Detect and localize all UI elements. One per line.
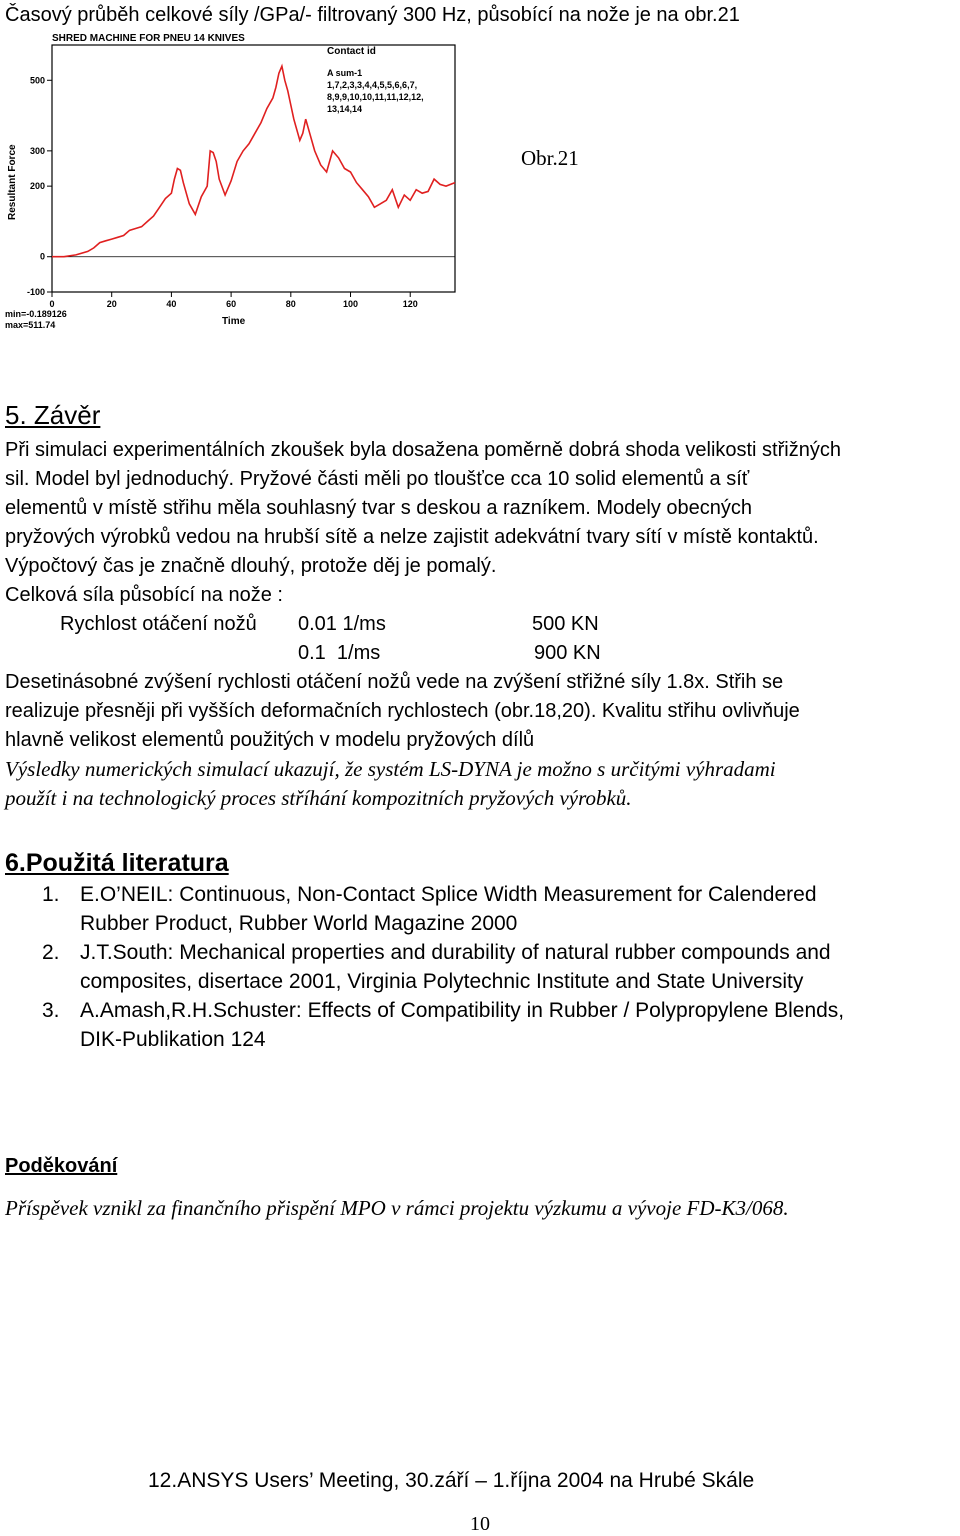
ref-line: composites, disertace 2001, Virginia Polytechnic Institute and State University [80, 970, 804, 993]
chart-ylabel: Resultant Force [7, 144, 18, 220]
paragraph-line: hlavně velikost elementů použitých v modelu pryžových dílů [5, 729, 535, 751]
legend-line-1: A sum-1 [327, 68, 363, 78]
y-tick-label: -100 [26, 287, 45, 297]
chart-xlabel: Time [222, 316, 246, 327]
paragraph-line: Výpočtový čas je značně dlouhý, protože děj je pomalý. [5, 555, 497, 577]
x-tick-label: 60 [226, 299, 237, 309]
conclusion-italic-line: Výsledky numerických simulací ukazují, že systém LS-DYNA je možno s určitými výhradami [5, 757, 776, 781]
section-5-heading: 5. Závěr [5, 400, 101, 430]
ref-line: E.O’NEIL: Continuous, Non-Contact Splice Width Measurement for Calendered [80, 883, 817, 906]
section-6-heading: 6.Použitá literatura [5, 849, 229, 877]
acknowledgement-text: Příspěvek vznikl za finančního přispění MPO v rámci projektu výzkumu a vývoje FD-K3/068. [5, 1196, 789, 1220]
ref-line: DIK-Publikation 124 [80, 1028, 266, 1051]
ref-number: 2. [42, 941, 60, 964]
speed-value-2: 0.1 1/ms [298, 642, 381, 664]
force-value-1: 500 KN [532, 613, 599, 635]
footer-event: 12.ANSYS Users’ Meeting, 30.září – 1.října 2004 na Hrubé Skále [148, 1469, 755, 1492]
speed-label: Rychlost otáčení nožů [60, 613, 257, 635]
ref-number: 1. [42, 883, 60, 906]
y-tick-label: 300 [29, 145, 45, 156]
x-tick-label: 20 [106, 299, 117, 309]
ref-line: A.Amash,R.H.Schuster: Effects of Compatibility in Rubber / Polypropylene Blends, [80, 999, 845, 1022]
y-tick-label: 200 [29, 181, 45, 192]
legend-title: Contact id [327, 46, 376, 57]
acknowledgement-heading: Poděkování [5, 1155, 118, 1177]
figure-label: Obr.21 [521, 146, 579, 170]
ref-number: 3. [42, 999, 60, 1022]
force-value-2: 900 KN [534, 642, 601, 664]
x-tick-label: 120 [402, 299, 418, 309]
legend-line-3: 8,9,9,10,10,11,11,12,12, [327, 92, 424, 102]
paragraph-line: sil. Model byl jednoduchý. Pryžové části měli po tloušťce cca 10 solid elementů a síť [5, 468, 750, 490]
x-tick-label: 80 [285, 299, 296, 309]
legend-line-4: 13,14,14 [327, 104, 363, 114]
speed-value-1: 0.01 1/ms [298, 613, 386, 635]
paragraph-line: Celková síla působící na nože : [5, 584, 283, 606]
paragraph-line: realizuje přesněji při vyšších deformačních rychlostech (obr.18,20). Kvalitu střihu ovlivňuje [5, 700, 800, 722]
x-tick-label: 0 [49, 299, 55, 309]
paragraph-line: pryžových výrobků vedou na hrubší sítě a nelze zajistit adekvátní tvary sítí v místě kontaktů. [5, 526, 819, 548]
ref-line: Rubber Product, Rubber World Magazine 2000 [80, 912, 518, 935]
legend-line-2: 1,7,2,3,3,4,4,5,5,6,6,7, [327, 80, 418, 90]
y-tick-label: 500 [29, 75, 45, 86]
paragraph-line: elementů v místě střihu měla souhlasný tvar s deskou a razníkem. Modely obecných [5, 497, 753, 519]
paragraph-line: Desetinásobné zvýšení rychlosti otáčení nožů vede na zvýšení střižné síly 1.8x. Střih se [5, 671, 784, 693]
page-number: 10 [470, 1513, 490, 1535]
chart-min-label: min=-0.189126 [5, 309, 67, 319]
paragraph-line: Při simulaci experimentálních zkoušek byla dosažena poměrně dobrá shoda velikosti střižných [5, 439, 841, 461]
chart-title: SHRED MACHINE FOR PNEU 14 KNIVES [52, 33, 245, 44]
figure-caption: Časový průběh celkové síly /GPa/- filtrovaný 300 Hz, působící na nože je na obr.21 [5, 4, 740, 26]
x-tick-label: 100 [343, 299, 359, 309]
y-tick-label: 0 [39, 251, 45, 262]
ref-line: J.T.South: Mechanical properties and durability of natural rubber compounds and [80, 941, 831, 964]
force-time-chart [0, 30, 470, 340]
chart-max-label: max=511.74 [5, 320, 56, 330]
conclusion-italic-line: použít i na technologický proces stříhání kompozitních pryžových výrobků. [5, 786, 632, 810]
x-tick-label: 40 [166, 299, 177, 309]
